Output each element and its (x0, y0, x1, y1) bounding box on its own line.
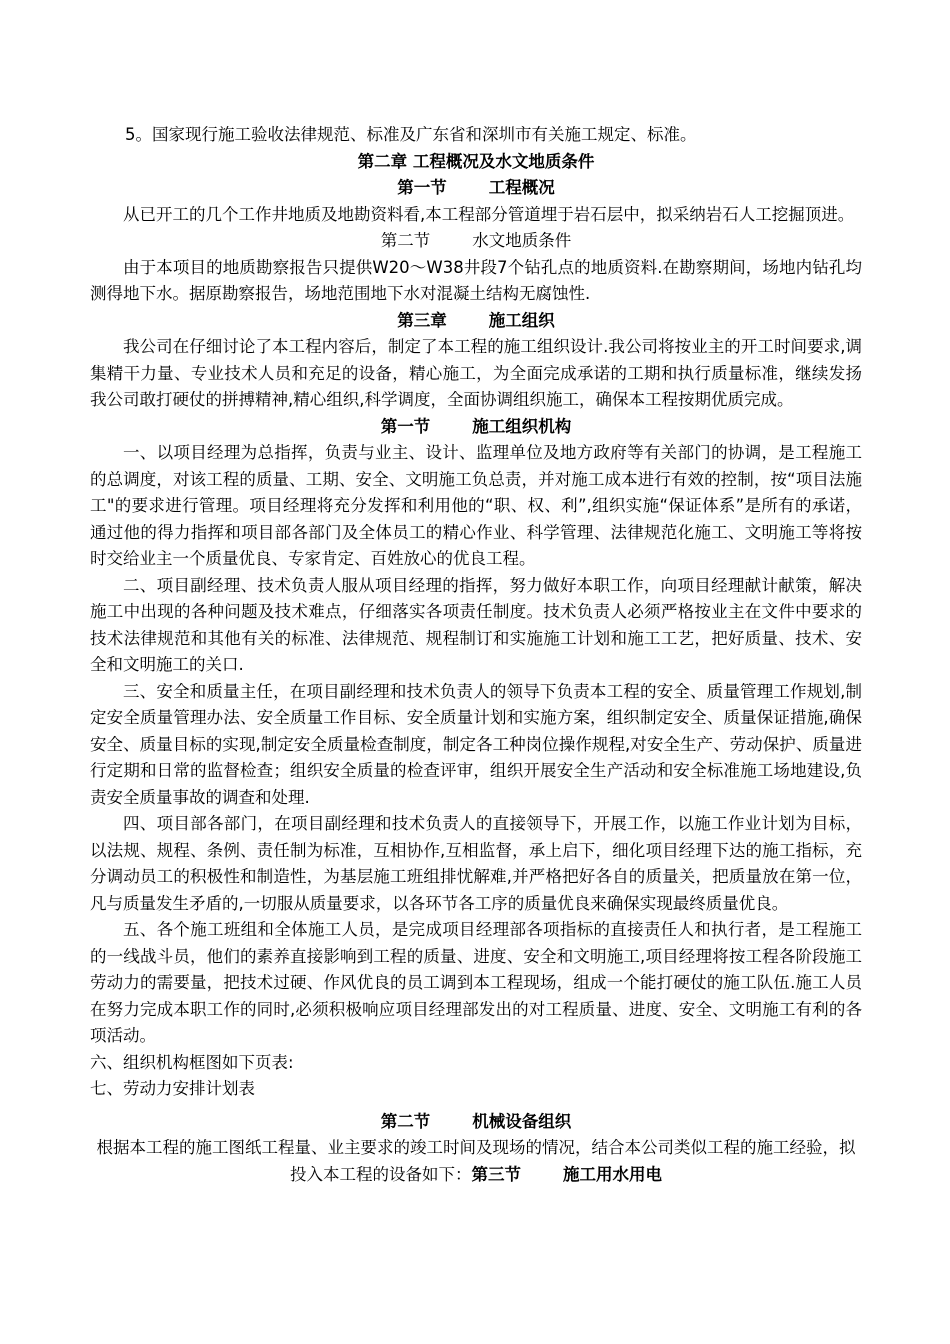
chapter-2-section-2-paragraph: 由于本项目的地质勘察报告只提供W20～W38井段7个钻孔点的地质资料.在勘察期间，场地内钻孔均测得地下水。据原勘察报告，场地范围地下水对混凝土结构无腐蚀性. (90, 257, 862, 303)
chapter-2-title: 第二章 工程概况及水文地质条件 (357, 151, 595, 171)
chapter-3-section-2-paragraph (90, 1135, 862, 1188)
chapter-3-section-2-heading (90, 1109, 862, 1136)
chapter-3-heading (90, 308, 862, 335)
chapter-2-section-1-paragraph: 从已开工的几个工作井地质及地勘资料看,本工程部分管道埋于岩石层中，拟采纳岩石人工挖掘顶进。 (123, 204, 855, 224)
chapter-2-section-1-heading (90, 175, 862, 202)
paragraph-item-2: 二、项目副经理、技术负责人服从项目经理的指挥，努力做好本职工作，向项目经理献计献策，解决施工中出现的各种问题及技术难点，仔细落实各项责任制度。技术负责人必须严格按业主在文件中要求的技术法律规范和其他有关的标准、法律规范、规程制订和实施施工计划和施工工艺，把好质量、技术、安全和文明施工的关口. (90, 575, 862, 674)
paragraph-item-4: 四、项目部各部门，在项目副经理和技术负责人的直接领导下，开展工作，以施工作业计划为目标，以法规、规程、条例、责任制为标准，互相协作,互相监督，承上启下，细化项目经理下达的施工指标，充分调动员工的积极性和制造性，为基层施工班组排忧解难,并严格把好各自的质量关，把质量放在第一位，凡与质量发生矛盾的,一切服从质量要求，以各环节各工序的质量优良来确保实现最终质量优良。 (90, 814, 862, 913)
equipment-intro-text: 根据本工程的施工图纸工程量、业主要求的竣工时间及现场的情况，结合本公司类似工程的施工经验，拟投入本工程的设备如下： (96, 1138, 856, 1184)
section-3-name: 施工用水用电 (563, 1164, 662, 1184)
chapter-2-section-2-heading (90, 228, 862, 255)
paragraph-item-3: 三、安全和质量主任，在项目副经理和技术负责人的领导下负责本工程的安全、质量管理工作规划,制定安全质量管理办法、安全质量工作目标、安全质量计划和实施方案，组织制定安全、质量保证措施,确保安全、质量目标的实现,制定安全质量检查制度，制定各工种岗位操作规程,对安全生产、劳动保护、质量进行定期和日常的监督检查；组织安全质量的检查评审，组织开展安全生产活动和安全标准施工场地建设,负责安全质量事故的调查和处理. (90, 681, 862, 807)
section-label: 第一节 (397, 178, 447, 197)
chapter-3-intro-paragraph: 我公司在仔细讨论了本工程内容后，制定了本工程的施工组织设计.我公司将按业主的开工时间要求,调集精干力量、专业技术人员和充足的设备，精心施工，为全面完成承诺的工期和执行质量标准，继续发扬我公司敢打硬仗的拼搏精神,精心组织,科学调度，全面协调组织施工，确保本工程按期优质完成。 (90, 337, 862, 409)
section-label: 第一节 (380, 416, 431, 436)
section-name: 施工组织机构 (472, 416, 572, 436)
section-label: 第二节 (380, 231, 431, 250)
chapter-3-section-1-heading (90, 414, 862, 441)
section-name: 工程概况 (488, 178, 555, 197)
section-label: 第二节 (380, 1111, 431, 1131)
chapter-name: 施工组织 (488, 310, 555, 330)
paragraph-item-1: 一、以项目经理为总指挥，负责与业主、设计、监理单位及地方政府等有关部门的协调，是工程施工的总调度，对该工程的质量、工期、安全、文明施工负总责，并对施工成本进行有效的控制，按“项目法施工"的要求进行管理。项目经理将充分发挥和利用他的“职、权、利”,组织实施“保证体系”是所有的承诺，通过他的得力指挥和项目部各部门及全体员工的精心作业、科学管理、法律规范化施工、文明施工等将按时交给业主一个质量优良、专家肯定、百姓放心的优良工程。 (90, 443, 862, 568)
item-5: 5。国家现行施工验收法律规范、标准及广东省和深圳市有关施工规定、标准。 (125, 125, 697, 144)
section-3-label: 第三节 (471, 1164, 521, 1184)
section-name: 水文地质条件 (472, 231, 572, 250)
chapter-label: 第三章 (397, 310, 447, 330)
item-6: 六、组织机构框图如下页表: (90, 1052, 294, 1072)
item-7: 七、劳动力安排计划表 (90, 1079, 255, 1098)
section-name: 机械设备组织 (472, 1111, 572, 1131)
document-page (90, 122, 862, 1188)
paragraph-item-5: 五、各个施工班组和全体施工人员，是完成项目经理部各项指标的直接责任人和执行者，是工程施工的一线战斗员，他们的素养直接影响到工程的质量、进度、安全和文明施工,项目经理将按工程各阶段施工劳动力的需要量，把技术过硬、作风优良的员工调到本工程现场，组成一个能打硬仗的施工队伍.施工人员在努力完成本职工作的同时,必须积极响应项目经理部发出的对工程质量、进度、安全、文明施工有利的各项活动。 (90, 920, 862, 1045)
